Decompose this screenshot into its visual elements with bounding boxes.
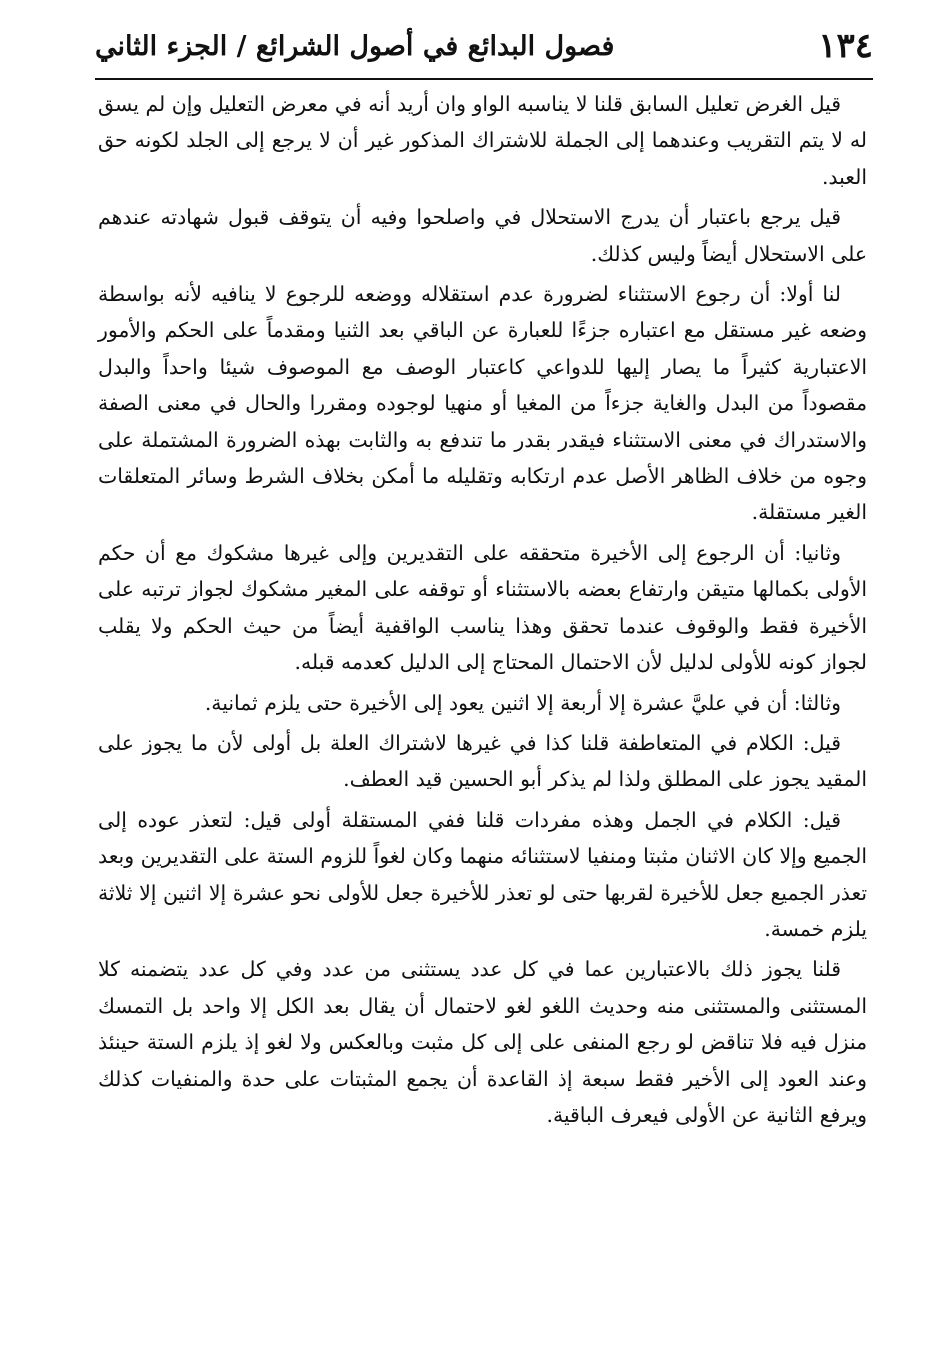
paragraph-1: قيل الغرض تعليل السابق قلنا لا يناسبه الواو وان أريد أنه في معرض التعليل وإن لم يسق له لا يتم التقريب وعندهما إلى الجملة للاشتراك المذكور غير أن لا يرجع إلى الجلد لكونه حق العبد. (98, 92, 867, 189)
paragraph-4: وثانيا: أن الرجوع إلى الأخيرة متحققه على التقديرين وإلى غيرها مشكوك مع أن حكم الأولى بكمالها متيقن وارتفاع بعضه بالاستثناء أو توقفه على المغير مشكوك لجواز ترتبه على الأخيرة فقط والوقوف عندما تحقق وهذا يناسب الواقفية أيضاً من حيث الحكم ولا يقلب لجواز كونه للأولى لدليل لأن الاحتمال المحتاج إلى الدليل كعدمه قبله. (98, 540, 867, 675)
page-header (95, 18, 873, 74)
paragraph-2: قيل يرجع باعتبار أن يدرج الاستحلال في واصلحوا وفيه أن يتوقف قبول شهادته عندهم على الاستحلال أيضاً وليس كذلك. (98, 205, 867, 266)
page-number: ١٣٤ (818, 26, 873, 66)
paragraph-8: قلنا يجوز ذلك بالاعتبارين عما في كل عدد يستثنى من عدد وفي كل عدد يتضمنه كلا المستثنى والمستثنى منه وحديث اللغو لغو لاحتمال أن يقال بعد الكل إلا واحد بل التمسك منزل فيه فلا تناقض لو رجع المنفى على إلى كل مثبت وبالعكس ولا لغو إذ يلزم الستة حينئذ وعند العود إلى الأخير فقط سبعة إذ القاعدة أن يجمع المثبتات على حدة والمنفيات كذلك ويرفع الثانية عن الأولى فيعرف الباقية. (98, 957, 867, 1127)
paragraph-7: قيل: الكلام في الجمل وهذه مفردات قلنا ففي المستقلة أولى قيل: لتعذر عوده إلى الجميع وإلا كان الاثنان مثبتا ومنفيا لاستثنائه منهما وكان لغواً للزوم الستة على التقديرين وبعد تعذر الجميع جعل للأخيرة لقربها حتى لو تعذر للأخيرة جعل للأولى نحو عشرة إلا اثنين إلا ثلاثة يلزم خمسة. (98, 807, 867, 941)
paragraph-6: قيل: الكلام في المتعاطفة قلنا كذا في غيرها لاشتراك العلة بل أولى لأن ما يجوز على المقيد يجوز على المطلق ولذا لم يذكر أبو الحسين قيد العطف. (98, 730, 867, 792)
paragraph-5: وثالثا: أن في عليَّ عشرة إلا أربعة إلا اثنين يعود إلى الأخيرة حتى يلزم ثمانية. (204, 690, 841, 715)
header-divider (95, 78, 873, 80)
paragraph-3: لنا أولا: أن رجوع الاستثناء لضرورة عدم استقلاله ووضعه للرجوع لا ينافيه لأنه بواسطة وضعه غير مستقل مع اعتباره جزءًا للعبارة عن الباقي بعد الثنيا ومقدماً على الحكم والأمور الاعتبارية كثيراً ما يصار إليها للدواعي كاعتبار الوصف مع الموصوف شيئا واحداً والبدل مقصوداً من البدل والغاية جزءاً من المغيا أو منهيا لوجوده ومقررا والحال في معنى الصفة والاستدراك في معنى الاستثناء فيقدر بقدر ما تندفع به والثابت بهذه الضرورة المشتملة على وجوه من خلاف الظاهر الأصل عدم ارتكابه وتقليله ما أمكن بخلاف الشرط وسائر المتعلقات الغير مستقلة. (98, 282, 867, 525)
running-title: فصول البدائع في أصول الشرائع / الجزء الثاني (95, 30, 615, 62)
page-body (98, 86, 867, 1137)
